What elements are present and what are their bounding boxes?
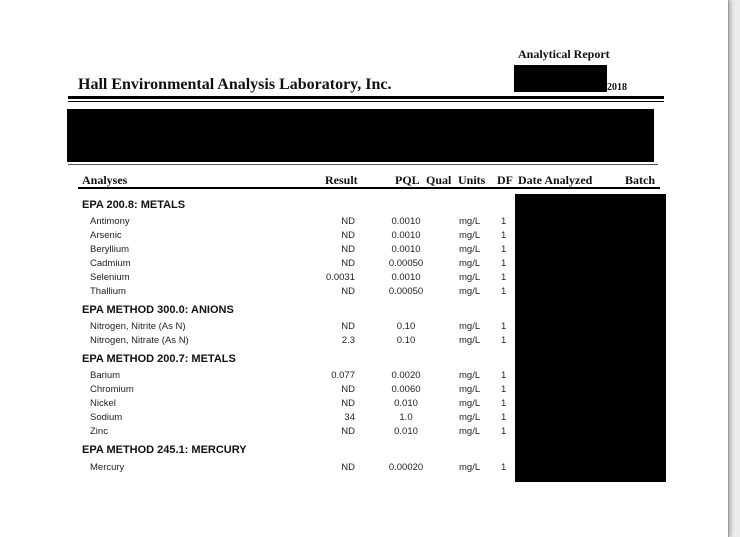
units-value: mg/L bbox=[459, 335, 481, 346]
col-header-result: Result bbox=[325, 173, 358, 187]
section-title: EPA 200.8: METALS bbox=[82, 199, 186, 211]
header-rule-thin bbox=[68, 101, 664, 102]
result-value: ND bbox=[341, 216, 355, 227]
table-row bbox=[0, 286, 700, 300]
table-row bbox=[0, 230, 700, 244]
col-header-date-analyzed: Date Analyzed bbox=[518, 173, 593, 187]
table-row bbox=[0, 272, 700, 286]
pql-value: 1.0 bbox=[399, 412, 413, 423]
table-row bbox=[0, 384, 700, 398]
result-value: ND bbox=[341, 321, 355, 332]
pql-value: 0.0060 bbox=[391, 384, 421, 395]
pql-value: 0.00050 bbox=[388, 258, 424, 269]
table-row bbox=[0, 216, 700, 230]
pql-value: 0.010 bbox=[394, 426, 418, 437]
result-value: 0.0031 bbox=[325, 272, 355, 283]
result-value: ND bbox=[341, 462, 355, 473]
lab-name: Hall Environmental Analysis Laboratory, Inc. bbox=[78, 76, 392, 93]
report-title: Analytical Report bbox=[518, 47, 610, 61]
table-row bbox=[0, 244, 700, 258]
df-value: 1 bbox=[501, 398, 507, 409]
df-value: 1 bbox=[501, 412, 507, 423]
section-title: EPA METHOD 300.0: ANIONS bbox=[82, 304, 234, 316]
df-value: 1 bbox=[501, 216, 507, 227]
df-value: 1 bbox=[501, 426, 507, 437]
col-header-qual: Qual bbox=[426, 173, 452, 187]
df-value: 1 bbox=[501, 244, 507, 255]
table-row bbox=[0, 335, 700, 349]
analyte-name: Chromium bbox=[90, 384, 134, 395]
df-value: 1 bbox=[501, 384, 507, 395]
df-value: 1 bbox=[501, 258, 507, 269]
df-value: 1 bbox=[501, 462, 507, 473]
units-value: mg/L bbox=[459, 286, 481, 297]
analyte-name: Mercury bbox=[90, 462, 125, 473]
units-value: mg/L bbox=[459, 216, 481, 227]
analyte-name: Antimony bbox=[90, 216, 130, 227]
pql-value: 0.10 bbox=[396, 321, 416, 332]
pql-value: 0.010 bbox=[394, 398, 418, 409]
units-value: mg/L bbox=[459, 258, 481, 269]
table-row bbox=[0, 426, 700, 440]
analyte-name: Nitrogen, Nitrite (As N) bbox=[90, 321, 186, 332]
result-value: ND bbox=[341, 230, 355, 241]
header-rule-thick bbox=[68, 96, 664, 99]
table-row bbox=[0, 321, 700, 335]
section-title: EPA METHOD 200.7: METALS bbox=[82, 353, 236, 365]
table-row bbox=[0, 370, 700, 384]
units-value: mg/L bbox=[459, 462, 481, 473]
df-value: 1 bbox=[501, 286, 507, 297]
result-value: 0.077 bbox=[331, 370, 355, 381]
df-value: 1 bbox=[501, 230, 507, 241]
units-value: mg/L bbox=[459, 321, 481, 332]
result-value: ND bbox=[341, 286, 355, 297]
table-row bbox=[0, 258, 700, 272]
units-value: mg/L bbox=[459, 412, 481, 423]
units-value: mg/L bbox=[459, 398, 481, 409]
analyte-name: Cadmium bbox=[90, 258, 131, 269]
pql-value: 0.0010 bbox=[391, 272, 421, 283]
col-header-analyses: Analyses bbox=[82, 173, 128, 187]
table-row bbox=[0, 462, 700, 476]
table-row bbox=[0, 412, 700, 426]
df-value: 1 bbox=[501, 370, 507, 381]
section-title: EPA METHOD 245.1: MERCURY bbox=[82, 444, 247, 456]
analyte-name: Arsenic bbox=[90, 230, 122, 241]
result-value: 2.3 bbox=[341, 335, 355, 346]
units-value: mg/L bbox=[459, 230, 481, 241]
units-value: mg/L bbox=[459, 384, 481, 395]
col-header-units: Units bbox=[458, 173, 486, 187]
units-value: mg/L bbox=[459, 426, 481, 437]
result-value: ND bbox=[341, 398, 355, 409]
table-header-rule bbox=[78, 187, 660, 189]
pql-value: 0.00020 bbox=[388, 462, 424, 473]
table-row bbox=[0, 398, 700, 412]
report-year: 2018 bbox=[607, 82, 627, 93]
pql-value: 0.0010 bbox=[391, 216, 421, 227]
result-value: 34 bbox=[344, 412, 355, 423]
df-value: 1 bbox=[501, 321, 507, 332]
units-value: mg/L bbox=[459, 272, 481, 283]
pql-value: 0.00050 bbox=[388, 286, 424, 297]
df-value: 1 bbox=[501, 272, 507, 283]
analyte-name: Beryllium bbox=[90, 244, 130, 255]
pql-value: 0.0010 bbox=[391, 230, 421, 241]
pql-value: 0.0010 bbox=[391, 244, 421, 255]
col-header-pql: PQL bbox=[395, 173, 420, 187]
col-header-batch: Batch bbox=[625, 173, 655, 187]
redacted-date bbox=[514, 65, 607, 92]
analyte-name: Thallium bbox=[90, 286, 126, 297]
units-value: mg/L bbox=[459, 370, 481, 381]
analyte-name: Nickel bbox=[90, 398, 116, 409]
result-value: ND bbox=[341, 426, 355, 437]
analyte-name: Barium bbox=[90, 370, 121, 381]
analyte-name: Selenium bbox=[90, 272, 130, 283]
result-value: ND bbox=[341, 244, 355, 255]
analyte-name: Sodium bbox=[90, 412, 123, 423]
pql-value: 0.10 bbox=[396, 335, 416, 346]
col-header-df: DF bbox=[497, 173, 513, 187]
analyte-name: Zinc bbox=[90, 426, 108, 437]
units-value: mg/L bbox=[459, 244, 481, 255]
analyte-name: Nitrogen, Nitrate (As N) bbox=[90, 335, 189, 346]
info-rule bbox=[68, 164, 658, 165]
df-value: 1 bbox=[501, 335, 507, 346]
result-value: ND bbox=[341, 384, 355, 395]
redacted-client-info bbox=[67, 109, 654, 162]
pql-value: 0.0020 bbox=[391, 370, 421, 381]
result-value: ND bbox=[341, 258, 355, 269]
